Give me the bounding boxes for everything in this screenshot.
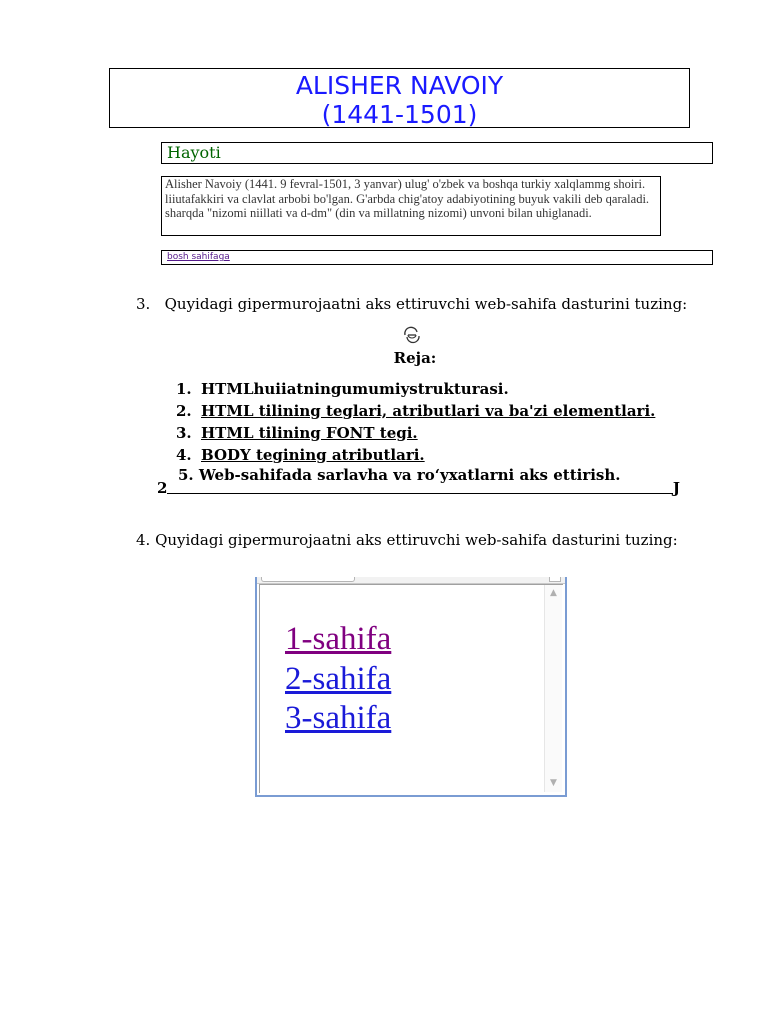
biography-box (161, 176, 661, 236)
task-4 (136, 531, 678, 549)
browser-window (255, 577, 567, 797)
plan-title: Reja: (393, 349, 437, 367)
page-link-1[interactable]: 1-sahifa (285, 621, 392, 657)
browser-frame-top (257, 577, 565, 584)
section-heading-text: Hayoti (167, 143, 221, 162)
plan-item-text: BODY tegining atributlari. (201, 446, 425, 464)
task-4-text: 4. Quyidagi gipermurojaatni aks ettiruvchi web-sahifa dasturini tuzing: (136, 531, 678, 549)
plan-item-number: 4. (176, 446, 192, 464)
page-link-3[interactable]: 3-sahifa (285, 700, 392, 736)
chevron-up-icon[interactable]: ▲ (550, 588, 557, 598)
plan-item-2 (176, 400, 655, 422)
plan-item-1 (176, 378, 655, 400)
task-3-number: 3. (136, 295, 151, 313)
plan-item-3 (176, 422, 655, 444)
plan-item-text: Web-sahifada sarlavha va ro‘yxatlarni aks ettirish. (198, 466, 621, 484)
home-link-box (161, 250, 713, 265)
home-link[interactable]: bosh sahifaga (167, 252, 230, 262)
underline-end: J (672, 479, 680, 497)
task-3 (136, 295, 687, 313)
plan-item-number: 2. (176, 402, 192, 420)
plan-item-4 (176, 444, 655, 466)
underline-row (157, 479, 680, 497)
title-box (109, 68, 690, 128)
plan-item-text: HTMLhuiiatningumumiystrukturasi. (201, 380, 509, 398)
biography-text: Alisher Navoiy (1441. 9 fevral-1501, 3 yanvar) ulug' o'zbek va boshqa turkiy xalqlammg shoiri. liiutafakkiri va clavlat arbobi bo'lgan. G'arbda chig'atoy adabiyotining buyuk vakili deb qaraladi. sharqda "nizomi niillati va d-dm" (din va millatning nizomi) unvoni bilan uhiglanadi. (165, 177, 650, 220)
browser-tab-edge (261, 577, 355, 582)
plan-item-number: 3. (176, 424, 192, 442)
plan-item-text: HTML tilining FONT tegi. (201, 424, 418, 442)
plan-item-number: 5. (178, 466, 194, 484)
hyperlink-icon (402, 326, 422, 344)
chevron-down-icon[interactable]: ▼ (550, 778, 557, 788)
vertical-scrollbar[interactable] (544, 585, 562, 792)
plan-list (176, 378, 655, 484)
plan-item-text: HTML tilining teglari, atributlari va ba'zi elementlari. (201, 402, 656, 420)
task-3-text: Quyidagi gipermurojaatni aks ettiruvchi web-sahifa dasturini tuzing: (164, 295, 688, 313)
page-subtitle-years: (1441-1501) (321, 100, 478, 129)
section-heading (161, 142, 713, 164)
underline-rule (167, 492, 672, 494)
underline-start: 2 (157, 479, 168, 497)
page-title: ALISHER NAVOIY (295, 71, 504, 100)
page-link-2[interactable]: 2-sahifa (285, 661, 392, 697)
plan-item-number: 1. (176, 380, 192, 398)
browser-tab-edge-right (549, 577, 561, 582)
